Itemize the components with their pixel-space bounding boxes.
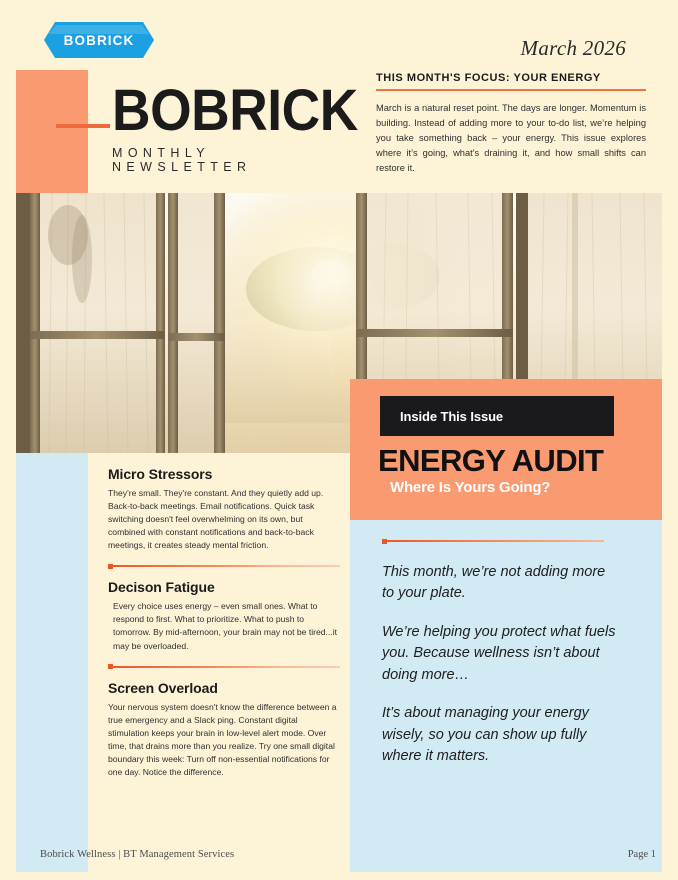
quote-text — [382, 562, 617, 768]
quote-divider — [382, 540, 604, 542]
masthead-title: BOBRICK — [112, 78, 358, 143]
issue-date: March 2026 — [520, 36, 626, 60]
feature-subhead: Where Is Yours Going? — [390, 479, 551, 496]
article-body: Every choice uses energy – even small ones. What to respond to first. What to prioritize. What to push to tomorrow. By mid-afternoon, your brain may not be tired...it may be overloaded. — [113, 601, 338, 651]
article-body: Your nervous system doesn't know the difference between a true emergency and a Slack ping. Constant digital stimulation keeps your brain in low-level alert mode. Over time, that drains more than you realize. Try one small digital boundary this week: Turn off non-essential notifications for one day. Notice the difference. — [108, 701, 337, 777]
focus-body: March is a natural reset point. The days are longer. Momentum is building. Instead of adding more to your to-do list, we’re helping you take something back – your energy. This issue explores where it’s going, what's draining it, and how small shifts can restore it. — [376, 103, 646, 174]
article-title: Decison Fatigue — [108, 579, 215, 596]
inside-this-issue-box — [380, 396, 614, 436]
bobrick-logo — [44, 22, 154, 58]
feature-panel — [350, 379, 662, 520]
masthead — [112, 78, 358, 175]
inside-this-issue-label: Inside This Issue — [400, 408, 504, 424]
quote-paragraph: This month, we’re not adding more to your plate. — [382, 564, 606, 602]
footer-page-number: Page 1 — [627, 849, 656, 860]
masthead-subtitle: MONTHLY NEWSLETTER — [112, 146, 252, 175]
article-micro-stressors — [108, 466, 340, 552]
quote-paragraph: It’s about managing your energy wisely, so you can show up fully where it matters. — [382, 705, 589, 765]
focus-block — [376, 72, 646, 176]
focus-title: THIS MONTH'S FOCUS: YOUR ENERGY — [376, 72, 601, 84]
article-column — [108, 466, 340, 779]
logo-text: BOBRICK — [63, 32, 135, 48]
article-decision-fatigue — [108, 579, 340, 652]
decorative-orange-block — [16, 70, 88, 193]
feature-headline: ENERGY AUDIT — [378, 443, 604, 478]
article-screen-overload — [108, 680, 340, 779]
article-divider — [108, 666, 340, 668]
article-divider — [108, 565, 340, 567]
article-title: Micro Stressors — [108, 466, 213, 482]
article-title: Screen Overload — [108, 679, 218, 696]
decorative-orange-dash — [56, 124, 110, 128]
article-body: They're small. They're constant. And they quietly add up. Back-to-back meetings. Email notifications. Quick task switching doesn't feel overwhelming on its own, but combined with constant notifications and back-to-back meetings, it creates steady mental friction. — [108, 488, 324, 551]
focus-underline — [376, 89, 646, 91]
quote-paragraph: We’re helping you protect what fuels you. Because wellness isn’t about doing more… — [382, 623, 616, 683]
quote-panel — [350, 520, 662, 872]
footer-credit: Bobrick Wellness | BT Management Services — [40, 849, 235, 860]
left-accent-strip — [16, 453, 88, 872]
